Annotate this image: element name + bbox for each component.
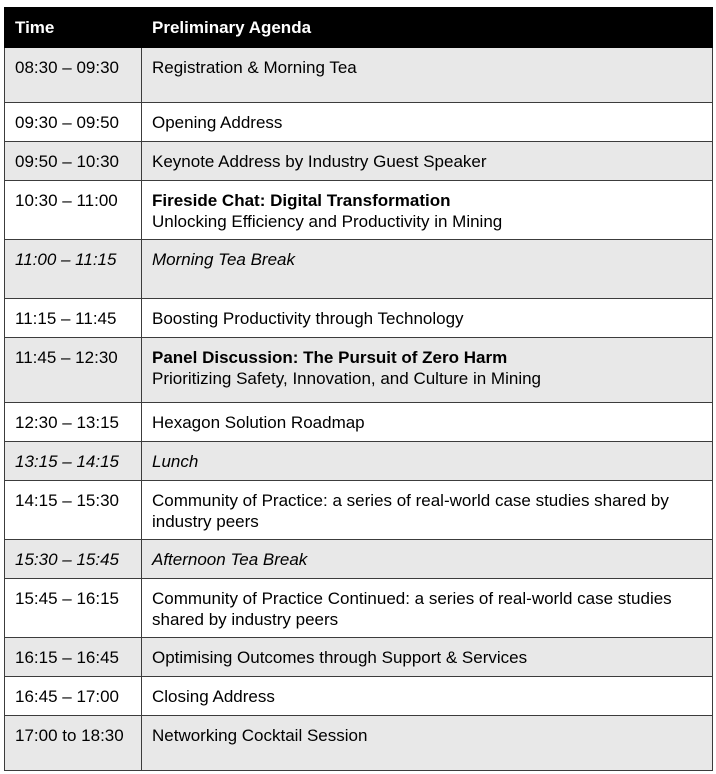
agenda-row [5, 403, 713, 442]
time-cell: 11:45 – 12:30 [5, 338, 142, 403]
time-cell: 11:15 – 11:45 [5, 299, 142, 338]
item-text: Community of Practice: a series of real-world case studies shared by industry peers [152, 491, 669, 531]
agenda-row [5, 677, 713, 716]
item-cell [142, 48, 713, 103]
item-cell [142, 442, 713, 481]
time-cell: 17:00 to 18:30 [5, 716, 142, 771]
item-cell [142, 181, 713, 240]
header-time: Time [5, 8, 142, 48]
agenda-row [5, 240, 713, 299]
item-cell [142, 338, 713, 403]
item-cell [142, 142, 713, 181]
item-cell [142, 103, 713, 142]
item-text: Closing Address [152, 687, 275, 706]
item-cell [142, 716, 713, 771]
agenda-row [5, 181, 713, 240]
item-text: Prioritizing Safety, Innovation, and Culture in Mining [152, 369, 541, 388]
agenda-row [5, 299, 713, 338]
agenda-row [5, 103, 713, 142]
item-text: Afternoon Tea Break [152, 550, 308, 569]
agenda-row [5, 540, 713, 579]
time-cell: 09:50 – 10:30 [5, 142, 142, 181]
time-cell: 16:45 – 17:00 [5, 677, 142, 716]
agenda-row [5, 481, 713, 540]
item-text: Unlocking Efficiency and Productivity in Mining [152, 212, 503, 231]
item-cell [142, 481, 713, 540]
agenda-row [5, 338, 713, 403]
item-text: Community of Practice Continued: a series of real-world case studies shared by industry peers [152, 589, 672, 629]
time-cell: 16:15 – 16:45 [5, 638, 142, 677]
header-row [5, 8, 713, 48]
item-text: Networking Cocktail Session [152, 726, 368, 745]
item-cell [142, 299, 713, 338]
item-cell [142, 638, 713, 677]
item-cell [142, 579, 713, 638]
header-agenda: Preliminary Agenda [142, 8, 713, 48]
item-title: Fireside Chat: Digital Transformation [152, 191, 451, 210]
item-text: Opening Address [152, 113, 283, 132]
item-text: Morning Tea Break [152, 250, 296, 269]
time-cell: 09:30 – 09:50 [5, 103, 142, 142]
time-cell: 11:00 – 11:15 [5, 240, 142, 299]
agenda-row [5, 48, 713, 103]
item-text: Optimising Outcomes through Support & Services [152, 648, 528, 667]
agenda-table [4, 7, 713, 771]
agenda-row [5, 142, 713, 181]
item-text: Keynote Address by Industry Guest Speaker [152, 152, 487, 171]
item-cell [142, 240, 713, 299]
agenda-row [5, 579, 713, 638]
item-cell [142, 403, 713, 442]
agenda-row [5, 442, 713, 481]
item-text: Registration & Morning Tea [152, 58, 357, 77]
item-text: Hexagon Solution Roadmap [152, 413, 365, 432]
time-cell: 15:45 – 16:15 [5, 579, 142, 638]
time-cell: 12:30 – 13:15 [5, 403, 142, 442]
time-cell: 15:30 – 15:45 [5, 540, 142, 579]
time-cell: 08:30 – 09:30 [5, 48, 142, 103]
time-cell: 14:15 – 15:30 [5, 481, 142, 540]
item-text: Lunch [152, 452, 199, 471]
agenda-row [5, 716, 713, 771]
agenda-row [5, 638, 713, 677]
time-cell: 13:15 – 14:15 [5, 442, 142, 481]
item-cell [142, 677, 713, 716]
item-cell [142, 540, 713, 579]
item-title: Panel Discussion: The Pursuit of Zero Harm [152, 348, 508, 367]
item-text: Boosting Productivity through Technology [152, 309, 464, 328]
time-cell: 10:30 – 11:00 [5, 181, 142, 240]
